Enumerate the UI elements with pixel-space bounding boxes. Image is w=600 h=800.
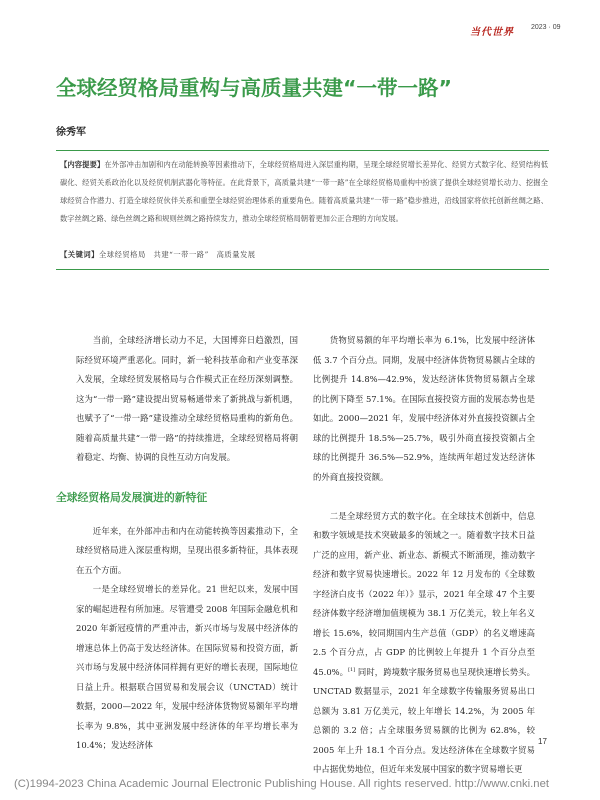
abstract-bottom-rule xyxy=(56,269,549,270)
keywords-label: 【关键词】 xyxy=(60,250,99,259)
keywords-text: 全球经贸格局 共建“一带一路” 高质量发展 xyxy=(98,250,256,259)
body-paragraph xyxy=(313,507,535,780)
body-text: 二是全球经贸方式的数字化。在全球技术创新中，信息和数字领域是技术突破最多的领域之一。随着数字技术日益广泛的应用，新产业、新业态、新模式不断涌现，推动数字经济和数字贸易快速增长。2022 年 12 月发布的《全球数字经济白皮书（2022 年）》显示，2021 年全球 47 个主要经济体数字经济增加值规模为 38.1 万亿美元，较上年名义增长 15.6%，较同期国内生产总值（GDP）的名义增速高 2.5 个百分点，占 GDP 的比例较上年提升 1 个百分点至 45.0%。 xyxy=(313,510,535,677)
body-paragraph: 货物贸易额的年平均增长率为 6.1%，比发展中经济体低 3.7 个百分点。同期，发展中经济体货物贸易额占全球的比例提升 14.8%—42.9%，发达经济体货物贸易额占全球的比例下降至 57.1%。在国际直接投资方面的发展态势也是如此。2000—2021 年，发展中经济体对外直接投资额占全球的比例提升 18.5%—25.7%，吸引外商直接投资额占全球的比例提升 36.5%—52.9%，连续两年超过发达经济体的外商直接投资额。 xyxy=(313,335,535,482)
abstract-label: 【内容提要】 xyxy=(60,160,105,169)
footnote-reference[interactable]: [1] xyxy=(348,666,356,673)
journal-logo: 当代世界 xyxy=(470,27,514,38)
keywords xyxy=(60,250,548,260)
copyright-notice: (C)1994-2023 China Academic Journal Electronic Publishing House. All rights reserved. http://www.cnki.net xyxy=(14,778,549,790)
article-title: 全球经贸格局重构与高质量共建“一带一路” xyxy=(56,76,452,100)
body-column-right xyxy=(313,331,535,780)
issue-number: 2023 · 09 xyxy=(531,24,561,31)
body-text: 同时，跨境数字服务贸易也呈现快速增长势头。UNCTAD 数据显示，2021 年全球数字传输服务贸易出口总额为 3.81 万亿美元，较上年增长 14.2%，为 2005 年总额的 3.2 倍；占全球服务贸易额的比例为 62.8%，较 2005 年上升 18.1 个百分点。发达经济体在全球数字贸易中占据优势地位，但近年来发展中国家的数字贸易增长更 xyxy=(313,666,535,774)
abstract-text: 在外部冲击加剧和内在动能转换等因素推动下，全球经贸格局进入深层重构期，呈现全球经贸增长差异化、经贸方式数字化、经贸结构低碳化、经贸关系政治化以及经贸机制武器化等特征。在此背景下，高质量共建“一带一路”在全球经贸格局重构中扮演了提供全球经贸增长动力、挖掘全球经贸合作潜力、打造全球经贸伙伴关系和重塑全球经贸治理体系的重要角色。随着高质量共建“一带一路”稳步推进，沿线国家将依托创新丝绸之路、数字丝绸之路、绿色丝绸之路和规则丝绸之路持续发力，推动全球经贸格局朝着更加公正合理的方向发展。 xyxy=(60,160,548,223)
section-heading: 全球经贸格局发展演进的新特征 xyxy=(56,490,208,504)
abstract xyxy=(60,156,548,228)
abstract-top-rule xyxy=(56,150,549,151)
author-name: 徐秀军 xyxy=(56,127,86,138)
page-number: 17 xyxy=(538,737,547,746)
body-column-left xyxy=(56,331,298,756)
body-paragraph: 一是全球经贸增长的差异化。21 世纪以来，发展中国家的崛起进程有所加速。尽管遭受 2008 年国际金融危机和 2020 年新冠疫情的严重冲击，新兴市场与发展中经济体的增速总体上仍高于发达经济体。在国际贸易和投资方面，新兴市场与发展中经济体同样拥有更好的增长表现，国际地位日益上升。根据联合国贸易和发展会议（UNCTAD）统计数据，2000—2022 年，发展中经济体货物贸易额年平均增长率为 9.8%，其中亚洲发展中经济体的年平均增长率为 10.4%；发达经济体 xyxy=(76,584,298,750)
intro-paragraph: 当前，全球经济增长动力不足，大国博弈日趋激烈，国际经贸环境严重恶化。同时，新一轮科技革命和产业变革深入发展，全球经贸发展格局与合作模式正在经历深刻调整。这为“一带一路”建设提出贸易畅通带来了新挑战与新机遇，也赋予了“一带一路”建设推动全球经贸格局重构的新角色。随着高质量共建“一带一路”的持续推进，全球经贸格局将朝着稳定、均衡、协调的良性互动方向发展。 xyxy=(76,335,298,462)
body-paragraph: 近年来，在外部冲击和内在动能转换等因素推动下，全球经贸格局进入深层重构期，呈现出很多新特征，具体表现在五个方面。 xyxy=(76,525,298,575)
